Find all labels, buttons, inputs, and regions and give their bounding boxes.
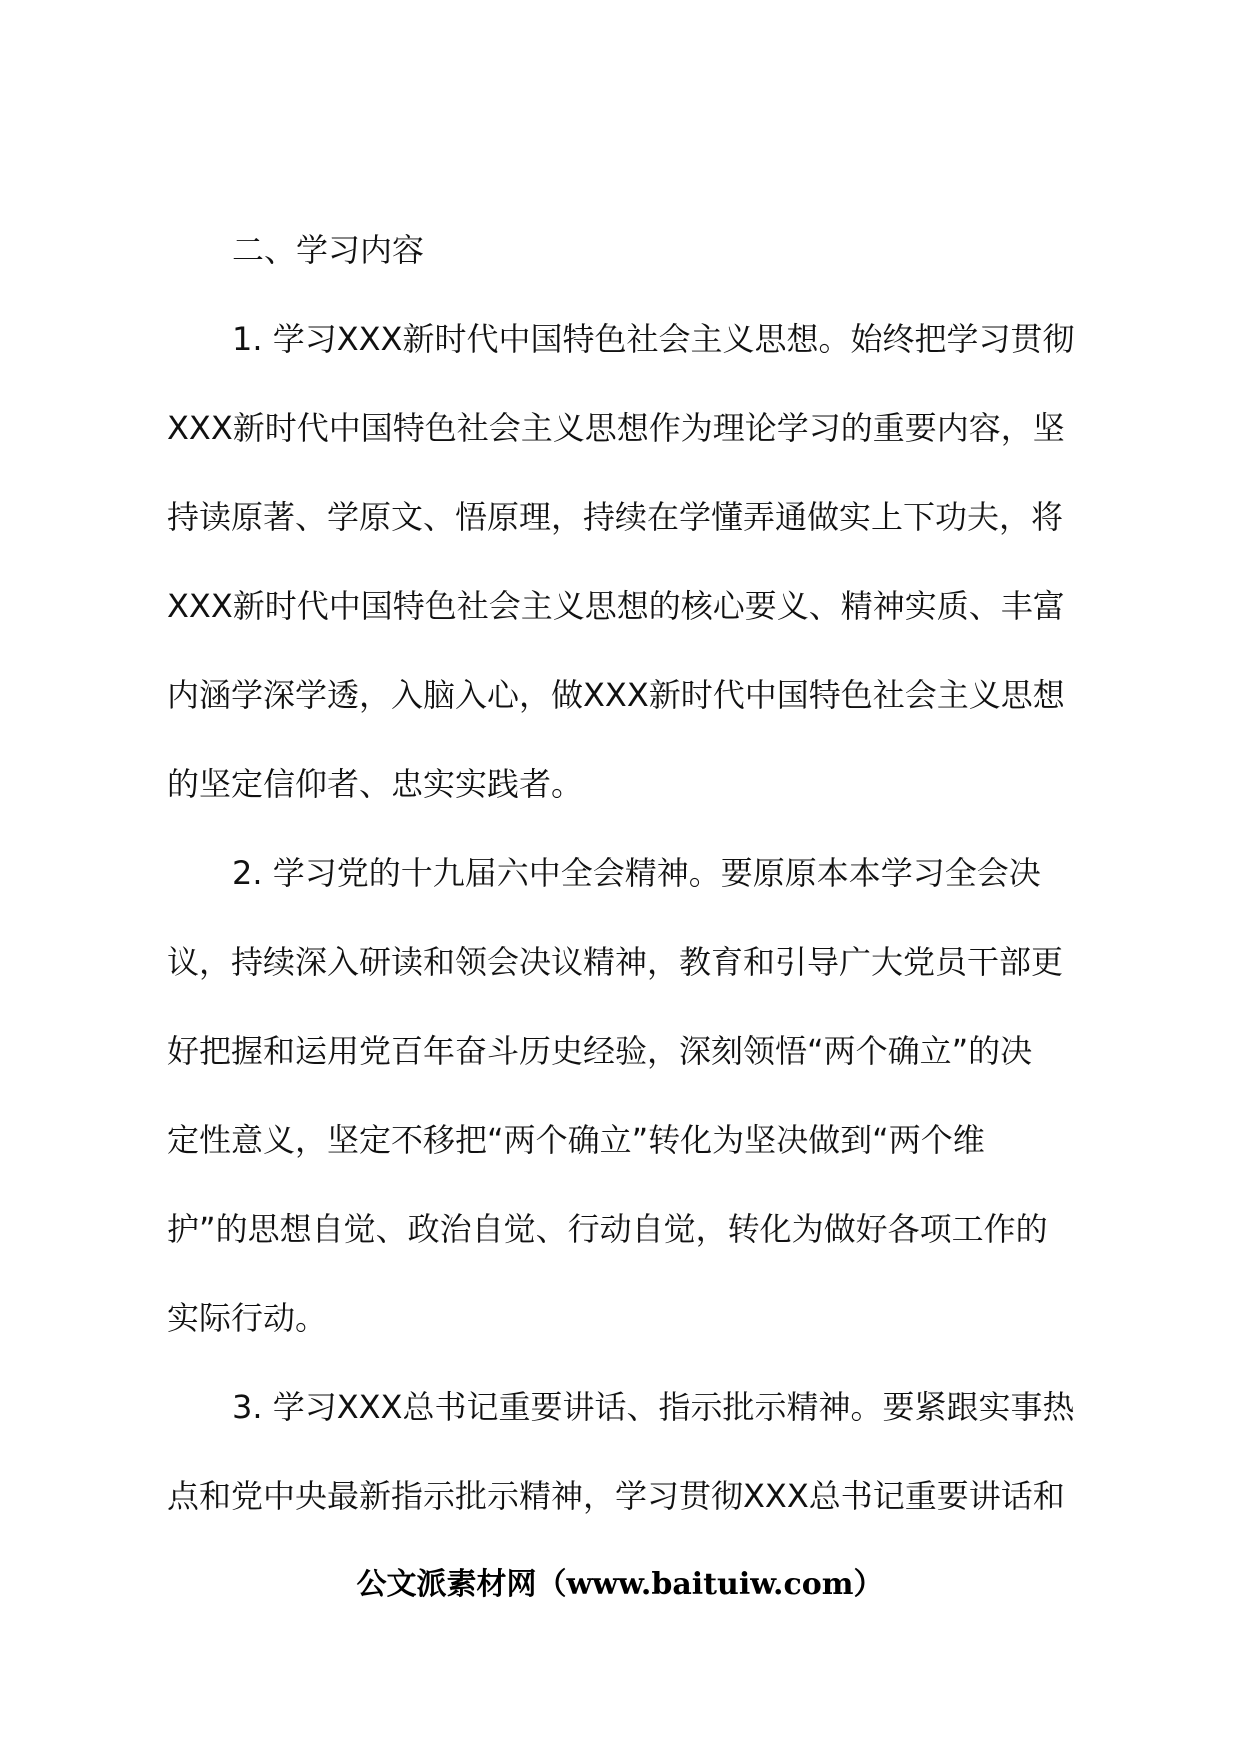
paragraph-2-line-3: 好把握和运用党百年奋斗历史经验，深刻领悟“两个确立”的决: [167, 1032, 1033, 1070]
paragraph-1-line-5: 内涵学深学透，入脑入心，做XXX新时代中国特色社会主义思想: [167, 676, 1065, 714]
paragraph-1-line-6: 的坚定信仰者、忠实实践者。: [167, 765, 584, 803]
paragraph-1-line-1: 1. 学习XXX新时代中国特色社会主义思想。始终把学习贯彻: [232, 320, 1075, 358]
paragraph-2-line-2: 议，持续深入研读和领会决议精神，教育和引导广大党员干部更: [167, 943, 1064, 981]
paragraph-1-line-4: XXX新时代中国特色社会主义思想的核心要义、精神实质、丰富: [167, 587, 1065, 625]
section-heading: 二、学习内容: [232, 231, 425, 269]
paragraph-1-line-3: 持读原著、学原文、悟原理，持续在学懂弄通做实上下功夫，将: [167, 498, 1064, 536]
paragraph-3-line-2: 点和党中央最新指示批示精神，学习贯彻XXX总书记重要讲话和: [167, 1477, 1065, 1515]
paragraph-2-line-5: 护”的思想自觉、政治自觉、行动自觉，转化为做好各项工作的: [167, 1210, 1048, 1248]
paragraph-2-line-6: 实际行动。: [167, 1299, 328, 1337]
footer-watermark: 公文派素材网（www.baituiw.com）: [356, 1567, 884, 1602]
paragraph-1-line-2: XXX新时代中国特色社会主义思想作为理论学习的重要内容，坚: [167, 409, 1065, 447]
paragraph-2-line-4: 定性意义，坚定不移把“两个确立”转化为坚决做到“两个维: [167, 1121, 985, 1159]
paragraph-2-line-1: 2. 学习党的十九届六中全会精神。要原原本本学习全会决: [232, 854, 1041, 892]
paragraph-3-line-1: 3. 学习XXX总书记重要讲话、指示批示精神。要紧跟实事热: [232, 1388, 1075, 1426]
